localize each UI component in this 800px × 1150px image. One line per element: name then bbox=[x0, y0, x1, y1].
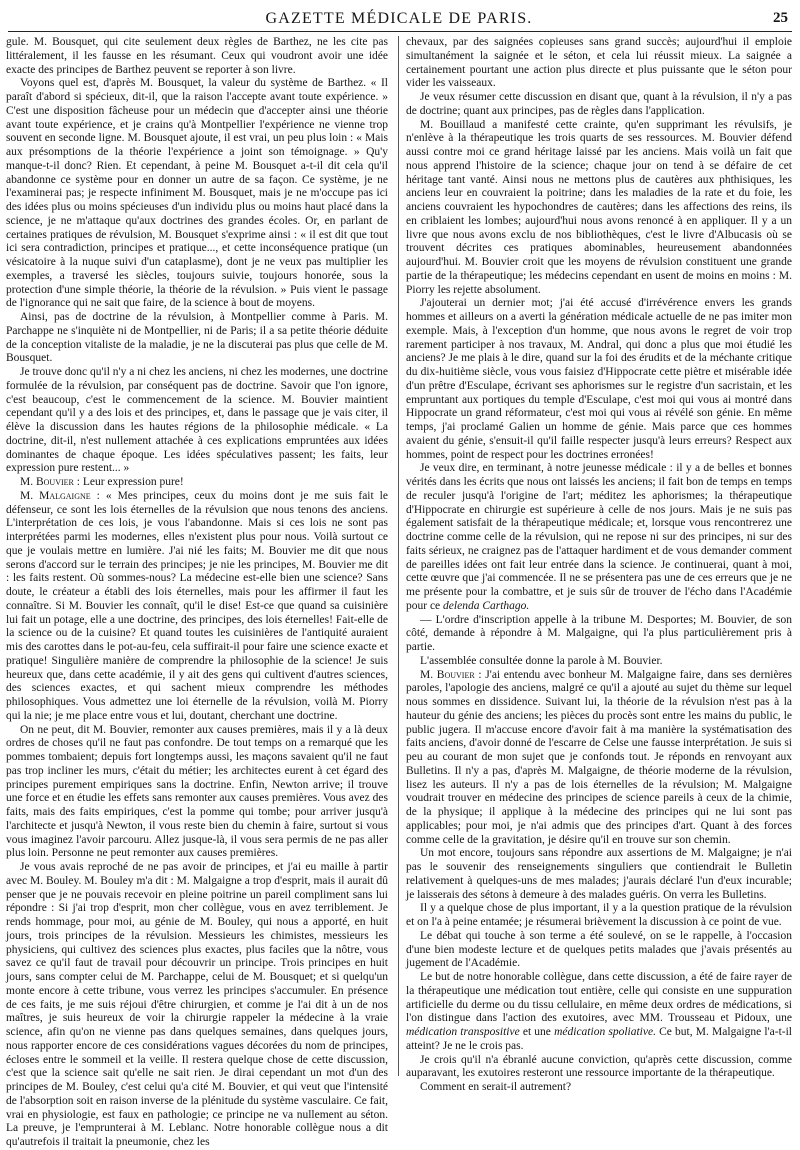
paragraph-text: Ce but, M. Malgaigne l'a-t-il atteint? Je ne le crois pas. bbox=[406, 1026, 793, 1052]
paragraph-text: Il y a quelque chose de plus important, il y a la question pratique de la révulsion et on l'a à peine entamée; je résumerai brièvement la discussion à ce point de vue. bbox=[406, 902, 792, 928]
paragraph bbox=[406, 1054, 792, 1082]
paragraph-text: Un mot encore, toujours sans répondre aux assertions de M. Malgaigne; je n'ai pas le souvenir des renseignements singuliers que contiendrait le Bulletin relativement à quelques-uns de mes malades; j'aurais déclaré l'un d'eux incurable; je laisserais des sétons à demeure à des malades guéris. On verra les Bulletins. bbox=[406, 847, 792, 901]
speaker-name: M. Bouvier : bbox=[20, 476, 80, 488]
column-divider bbox=[398, 36, 399, 1076]
paragraph-text: Voyons quel est, d'après M. Bousquet, la valeur du système de Barthez. « Il paraît d'abord si spécieux, dit-il, que la raison l'accepte avant toute expérience. » C'est une disposition fâcheuse pour un médecin que d'accepter ainsi une théorie avant toute expérience, et je crains qu'à Montpellier l'expérience ne vienne trop souvent en seconde ligne. M. Bousquet ajoute, il est vrai, un peu plus loin : « Mais aux présomptions de la théorie l'expérience a joint son témoignage. » Qu'y manque-t-il donc? Rien. Et cependant, à peine M. Bousquet a-t-il dit cela qu'il abandonne ce système pour en donner un autre de sa façon. Ce système, je ne l'examinerai pas; je respecte infiniment M. Bousquet, mais je ne m'occupe pas ici des idées plus ou moins spécieuses d'un individu plus ou moins haut placé dans la science, je ne m'attaque qu'aux doctrines des grandes écoles. Or, en parlant de certaines pratiques de révulsion, M. Bousquet s'exprime ainsi : « il est dit que tout ici sera contradiction, principes et pratique..., et cette inconséquence pratique (un vésicatoire à la nuque suivi d'un cataplasme), dont je ne veux pas multiplier les exemples, a traversé les siècles, toujours suivie, toujours honorée, sous la protection d'une simple théorie, la théorie de la révulsion. » Puis vient le passage de l'ignorance qui ne sait que faire, de la science à bout de moyens. bbox=[6, 77, 388, 310]
paragraph-text: gule. M. Bousquet, qui cite seulement deux règles de Barthez, ne les cite pas littéralement, il les fausse en les résumant. Ceux qui voudront avoir une idée exacte des principes de Barthez peuvent se reporter à son livre. bbox=[6, 36, 388, 76]
paragraph bbox=[406, 36, 792, 91]
paragraph bbox=[6, 36, 388, 77]
italic-term: médication transpositive bbox=[406, 1026, 520, 1038]
paragraph bbox=[406, 91, 792, 119]
paragraph bbox=[6, 724, 388, 862]
paragraph-text: Je vous avais reproché de ne pas avoir de principes, et j'ai eu maille à partir avec M. Bouley. M. Bouley m'a dit : M. Malgaigne a trop d'esprit, mais il aurait dû penser que je ne pouvais recevoir en pleine poitrine un pareil compliment sans lui répondre : Si j'ai trop d'esprit, mon cher collègue, vous en avez terriblement. Je rends hommage, pour moi, au génie de M. Bouley, qui nous a apporté, en huit jours, trois principes de la révulsion. Messieurs les chimistes, messieurs les physiciens, qui cultivez des sciences plus exactes, plus faciles que la nôtre, vous savez ce qu'il faut de travail pour découvrir un principe. Trois principes en huit jours, sans compter celui de M. Parchappe, celui de M. Bousquet; et si quelqu'un monte encore à cette tribune, vous verrez les principes s'accumuler. En présence de ces faits, je me suis réjoui d'être chirurgien, et comme je l'ai dit à un de nos maîtres, je suis heureux de voir la chirurgie rappeler la médecine à la vraie science, afin qu'on ne vienne pas dans quelques semaines, dans quelques jours, nous rapporter encore de ces considérations vagues décorées du nom de principes, écloses entre le sommeil et la veille. Il restera quelque chose de cette discussion, c'est que la science sait qu'elle ne sait rien. Je dirai cependant un mot d'un des principes de M. Bouley, c'est celui qu'a cité M. Bouvier, et qui veut que l'intensité de l'absorption soit en raison inverse de la plénitude du système vasculaire. Ce fait, vrai en physiologie, est faux en pathologie; ce principe ne va nullement au séton. La preuve, je l'emprunterai à M. Leblanc. Notre honorable collègue nous a dit qu'autrefois il traitait la pneumonie, chez les bbox=[6, 861, 388, 1148]
paragraph-text: On ne peut, dit M. Bouvier, remonter aux causes premières, mais il y a là deux ordres de choses qu'il ne faut pas confondre. De tout temps on a remarqué que les pommes tombaient; depuis fort longtemps aussi, les maçons savaient qu'il ne faut pas trop incliner les murs, c'était du métier; les architectes eurent à cet égard des principes purement empiriques sans la doctrine. Enfin, Newton arrive; il trouve une force et en étudie les effets sans remonter aux causes premières. Vous avez des faits, mais des faits empiriques, c'est la pomme qui tombe; pour arriver jusqu'à l'architecte et jusqu'à Newton, il vous reste bien du chemin à faire, surtout si vous vous imaginez l'avoir parcouru. Allez jusque-là, il vous sera permis de ne pas aller plus loin. Personne ne peut remonter aux causes premières. bbox=[6, 723, 388, 860]
paragraph-text: Leur expression pure! bbox=[79, 476, 184, 488]
paragraph-text: Je veux résumer cette discussion en disant que, quant à la révulsion, il n'y a pas de doctrine; quant aux principes, pas de règles dans l'application. bbox=[406, 91, 792, 117]
paragraph-text: Le débat qui touche à son terme a été soulevé, on se le rappelle, à l'occasion d'une bien modeste lecture et de quelques petits malades que j'avais présentés au jugement de l'Académie. bbox=[406, 929, 792, 970]
paragraph-text: Je trouve donc qu'il n'y a ni chez les anciens, ni chez les modernes, une doctrine formulée de la révulsion, par conséquent pas de doctrine. Savoir que l'on ignore, c'est beaucoup, c'est le commencement de la science. M. Bouvier maintient cependant qu'il y a des lois et des principes, et, dans le passage que je vais citer, il élève la discussion dans les hautes régions de la philosophie médicale. « La doctrine, dit-il, n'est nullement attachée à ces explications empruntées aux idées dominantes de chaque époque. Les idées spéculatives passent; les faits, leur expression pure restent... » bbox=[6, 366, 388, 475]
paragraph bbox=[406, 902, 792, 930]
italic-term: médication spoliative. bbox=[554, 1026, 656, 1038]
paragraph bbox=[406, 462, 792, 613]
page-header bbox=[6, 6, 792, 30]
paragraph bbox=[406, 847, 792, 902]
paragraph bbox=[406, 614, 792, 655]
paragraph-text: J'ajouterai un dernier mot; j'ai été accusé d'irrévérence envers les grands hommes et ailleurs on a averti la génération médicale actuelle de ne pas imiter mon exemple. Mais, à l'exception d'un homme, que nous avons le regret de voir trop rarement participer à nos travaux, M. Andral, qui donc a plus que moi étudié les anciens? Je me plais à le dire, quand sur la foi des érudits et de la méchante critique du dix-huitième siècle, vous vous faisiez d'Hippocrate cette piètre et misérable idée d'un prêtre d'Esculape, écrivant ses aphorismes sur le registre d'un sacristain, et les empruntant aux portiques du temple d'Esculape, c'est moi qui vous ai montré dans Hippocrate un grand réformateur, c'est moi qui vous ai révélé son génie. En même temps, j'ai proclamé Galien un homme de génie. Mais parce que ces hommes avaient du génie, s'ensuit-il qu'il faille respecter jusqu'à leurs erreurs? Respect aux hommes, point de respect pour les doctrines erronées! bbox=[406, 297, 792, 461]
paragraph bbox=[406, 930, 792, 971]
paragraph bbox=[406, 119, 792, 298]
paragraph-text: « Mes principes, ceux du moins dont je me suis fait le défenseur, ce sont les lois éternelles de la révulsion que nous tenons des anciens. L'interprétation de ces lois, je vous l'abandonne. Mais si ces lois ne sont pas interprétées parmi les modernes, elles n'existent plus pour nous. Voilà surtout ce que je voulais mettre en lumière. J'ai nié les faits; M. Bouvier me dit que nous serons d'accord sur le terrain des principes; je nie les principes, M. Bouvier me dit : les faits restent. Où sommes-nous? La médecine est-elle bien une science? Sans doute, le créateur a établi des lois éternelles, mais pour les affirmer il faut les connaître. Si M. Bouvier les connaît, qu'il le dise! Est-ce que quand sa cuisinière lui fait un potage, elle a une doctrine, des principes, des lois éternelles! Fait-elle de la science ou de la cuisine? Et quand toutes les cuisinières de l'antiquité auraient mis des carottes dans le pot-au-feu, cela suffirait-il pour faire une science exacte et pratique! Singulière manière de comprendre la philosophie de la science! Je suis heureux que, dans cette académie, il y ait des gens qui cultivent d'autres sciences, des sciences exactes, et qui sachent mieux comprendre les méthodes philosophiques. Vous admettez une loi éternelle de la révulsion, voilà M. Piorry qui la nie; je me place entre vous et lui, doutant, cherchant une doctrine. bbox=[6, 489, 388, 722]
paragraph-text: et une bbox=[519, 1026, 555, 1038]
paragraph-text: Je veux dire, en terminant, à notre jeunesse médicale : il y a de belles et bonnes vérités dans les écrits que nous ont laissés les anciens; il fait bon de temps en temps de reculer jusqu'à l'origine de l'art; méditez les aphorismes; la thérapeutique d'Hippocrate en chirurgie est supérieure à celle de nos jours. Mais je ne suis pas également satisfait de la thérapeutique médicale; et, lorsque vous rencontrerez une doctrine comme celle de la révulsion, qui ne repose ni sur des principes, ni sur des faits sérieux, ne craignez pas de l'attaquer hardiment et de vous demander comment de pareilles idées ont fait leur entrée dans la science. Je continuerai, quant à moi, cette œuvre que j'ai commencée. Il ne se présentera pas une de ces erreurs que je ne me présente pour la combattre, et je suis sûr de trouver de l'écho dans l'Académie pour ce bbox=[406, 462, 792, 612]
paragraph-text: chevaux, par des saignées copieuses sans grand succès; aujourd'hui il emploie simultanément la saignée et le séton, et cela lui réussit mieux. La saignée a certainement pourtant une action plus directe et plus puissante que le séton pour vider les vaisseaux. bbox=[406, 36, 792, 90]
left-column bbox=[6, 36, 388, 1148]
paragraph bbox=[406, 655, 792, 669]
paragraph bbox=[406, 971, 792, 1054]
right-column bbox=[406, 36, 793, 1093]
journal-title: GAZETTE MÉDICALE DE PARIS. bbox=[265, 10, 533, 27]
paragraph-text: Ainsi, pas de doctrine de la révulsion, à Montpellier comme à Paris. M. Parchappe ne s'inquiète ni de Montpellier, ni de Paris; il a sa petite théorie déduite de la conception vitaliste de la maladie, je ne la discuterai pas plus que celle de M. Bousquet. bbox=[6, 311, 388, 365]
paragraph bbox=[6, 476, 388, 490]
header-rule bbox=[8, 31, 792, 32]
paragraph-text: J'ai entendu avec bonheur M. Malgaigne faire, dans ses dernières paroles, l'apologie des anciens, malgré ce qu'il a ajouté au sujet du thème sur lequel nous sommes en dissidence. Suivant lui, la théorie de la révulsion n'est pas à la hauteur du génie des anciens; les pièces du procès sont entre les mains du public, le public jugera. Il m'accuse encore d'avoir fait à ma manière la systématisation des faits anciens, d'avoir donné de l'escarre de Celse une fausse interprétation. Je suis si peu au courant de mon sujet que je confonds tout. Je réponds en renvoyant aux Bulletins. Il n'y a pas, d'après M. Malgaigne, de théorie moderne de la révulsion, lisez les auteurs. Il n'y a pas de lois éternelles de la révulsion; M. Malgaigne voudrait trouver en médecine des principes de science pareils à ceux de la chimie, de la physique; il applique à la médecine des principes qui ne lui sont pas applicables; pour moi, je n'ai admis que des principes d'art. Quant à des forces comme celle de la gravitation, je désire qu'il en trouve sur son chemin. bbox=[406, 668, 792, 846]
paragraph bbox=[406, 669, 792, 848]
paragraph-text: Comment en serait-il autrement? bbox=[420, 1081, 572, 1093]
paragraph bbox=[6, 311, 388, 366]
paragraph-text: Le but de notre honorable collègue, dans cette discussion, a été de faire rayer de la thérapeutique une médication tout entière, celle qui consiste en une suppuration artificielle du derme ou du tissu cellulaire, en même deux ordres de médications, si l'on distingue dans l'action des exutoires, avec MM. Trousseau et Pidoux, une bbox=[406, 971, 792, 1025]
page-number: 25 bbox=[773, 10, 788, 26]
paragraph bbox=[6, 490, 388, 724]
paragraph bbox=[6, 861, 388, 1150]
paragraph-text: — L'ordre d'inscription appelle à la tribune M. Desportes; M. Bouvier, de son côté, demande à répondre à M. Malgaigne, qui l'a plus particulièrement pris à partie. bbox=[406, 613, 792, 653]
paragraph-text: L'assemblée consultée donne la parole à M. Bouvier. bbox=[420, 654, 663, 667]
paragraph-text: Je crois qu'il n'a ébranlé aucune conviction, qu'après cette discussion, comme auparavant, les exutoires resteront une ressource importante de la thérapeutique. bbox=[406, 1053, 792, 1080]
paragraph bbox=[6, 77, 388, 311]
speaker-name: M. Bouvier : bbox=[420, 668, 482, 681]
speaker-name: M. Malgaigne : bbox=[20, 489, 100, 502]
italic-phrase: delenda Carthago. bbox=[443, 599, 530, 612]
paragraph bbox=[406, 1081, 792, 1095]
paragraph bbox=[406, 297, 792, 462]
paragraph-text: M. Bouillaud a manifesté cette crainte, qu'en supprimant les révulsifs, je n'enlève à la thérapeutique les trois quarts de ses ressources. M. Bouvier défend aussi contre moi ce grand héritage laissé par les anciens. Mais voilà un fait que nous apprend l'histoire de la science; chaque jour on tend à se défaire de cet héritage tant vanté. Ainsi nous ne mettons plus de cautères aux phthisiques, les anciens leur en couvraient la poitrine; dans les maladies de la rate et du foie, les anciens couvraient les hypochondres de cautères; dans les affections des reins, ils en criblaient les lombes; aujourd'hui nous avons renoncé à en appliquer. Il y a un livre que nous avons exclu de nos bibliothèques, c'est le livre d'Albucasis où se trouvent décrites ces pratiques abominables, heureusement abandonnées aujourd'hui. M. Bouvier croit que les moyens de révulsion constituent une grande partie de la thérapeutique; les médecins cependant en usent de moins en moins : M. Piorry les rejette absolument. bbox=[406, 118, 792, 296]
paragraph bbox=[6, 366, 388, 476]
